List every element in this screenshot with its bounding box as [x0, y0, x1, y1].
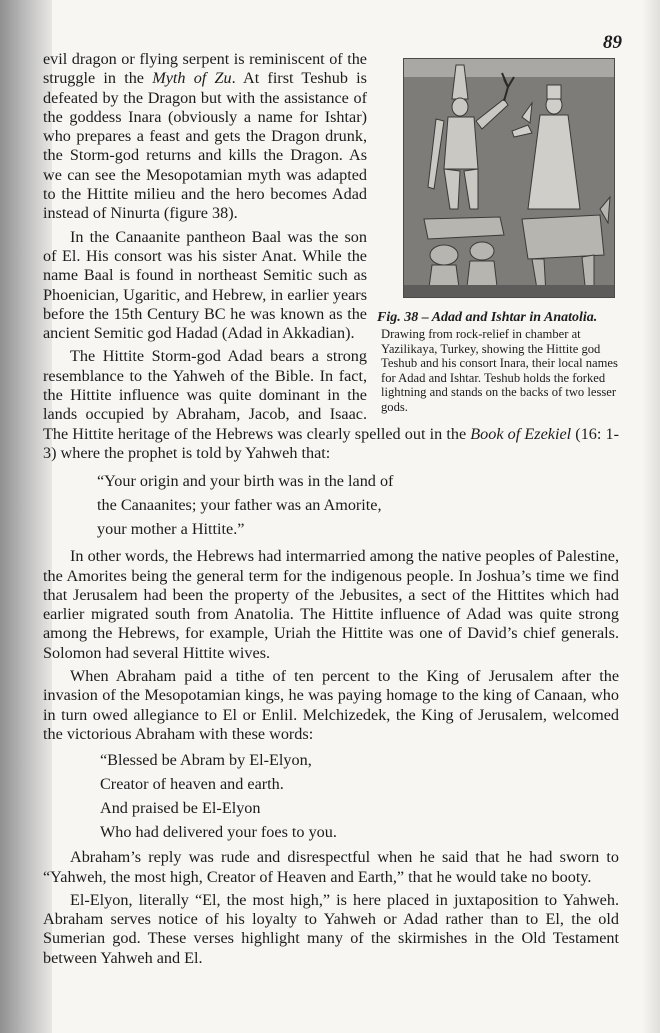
page-edge: [642, 0, 660, 1033]
page-number: 89: [603, 32, 622, 53]
quote-line: Who had delivered your foes to you.: [100, 823, 337, 842]
paragraph-4: In other words, the Hebrews had intermarried among the native peoples of Palestine, the Amorites being the general term for the indigenous people. In Joshua’s time we find that Jerusalem had been the property of the Jebusites, a sect of the Hittites which had earlier migrated south from Anatolia. The Hittite influence of Adad was quite strong among the Hebrews, for example, Uriah the Hittite was one of David’s chief generals. Solomon had several Hittite wives.: [43, 547, 619, 662]
quote-line: “Blessed be Abram by El-Elyon,: [100, 751, 312, 770]
quote-line: And praised be El-Elyon: [100, 799, 261, 818]
quote-line: your mother a Hittite.”: [97, 520, 245, 539]
quote-melchizedek: [100, 748, 619, 844]
figure-38: [377, 58, 623, 414]
quote-line: Creator of heaven and earth.: [100, 775, 284, 794]
paragraph-2: In the Canaanite pantheon Baal was the son of El. His consort was his sister Anat. While the name Baal is found in northeast Semitic such as Phoenician, Ugaritic, and Hebrew, in earlier years before the 15th Century BC he was known as the ancient Semitic god Hadad (Adad in Akkadian).: [43, 227, 367, 343]
figure-title: Fig. 38 – Adad and Ishtar in Anatolia.: [377, 310, 598, 325]
paragraph-3: The Hittite Storm-god Adad bears a strong resemblance to the Yahweh of the Bible. In fact, the Hittite influence was quite dominant in the lands occupied by Abraham, Jacob, and Isaac. The Hittite heritage of the Hebrews was clearly spelled out in the Book of Ezekiel (16: 1-3) where the prophet is told by Yahweh that:: [43, 347, 620, 462]
figure-caption: Drawing from rock-relief in chamber at Yazilikaya, Turkey, showing the Hittite god Teshub and his consort Inara, their local names for Adad and Ishtar. Teshub holds the forked lightning and stands on the backs of two lesser gods.: [381, 327, 618, 414]
paragraph-6: Abraham’s reply was rude and disrespectful when he said that he had sworn to “Yahweh, the most high, Creator of Heaven and Earth,” that he would take no booty.: [43, 848, 619, 886]
page-body: [43, 50, 619, 972]
quote-line: the Canaanites; your father was an Amorite,: [97, 496, 382, 515]
rock-relief-image: [403, 58, 615, 298]
quote-ezekiel: [97, 469, 619, 541]
quote-line: “Your origin and your birth was in the land of: [97, 472, 394, 491]
paragraph-1: evil dragon or flying serpent is reminiscent of the struggle in the Myth of Zu. At first Teshub is defeated by the Dragon but with the assistance of the goddess Inara (obviously a name for Ishtar) who prepares a feast and gets the Dragon drunk, the Storm-god returns and kills the Dragon. As we can see the Mesopotamian myth was adapted to the Hittite milieu and the hero becomes Adad instead of Ninurta (figure 38).: [43, 50, 367, 223]
paragraph-5: When Abraham paid a tithe of ten percent to the King of Jerusalem after the invasion of the Mesopotamian kings, he was paying homage to the king of Canaan, who in turn owed allegiance to El or Enlil. Melchizedek, the King of Jerusalem, welcomed the victorious Abraham with these words:: [43, 667, 619, 743]
paragraph-7: El-Elyon, literally “El, the most high,” is here placed in juxtaposition to Yahweh. Abraham serves notice of his loyalty to Yahweh or Adad rather than to El, the old Sumerian god. These verses highlight many of the skirmishes in the Old Testament between Yahweh and El.: [43, 890, 619, 967]
